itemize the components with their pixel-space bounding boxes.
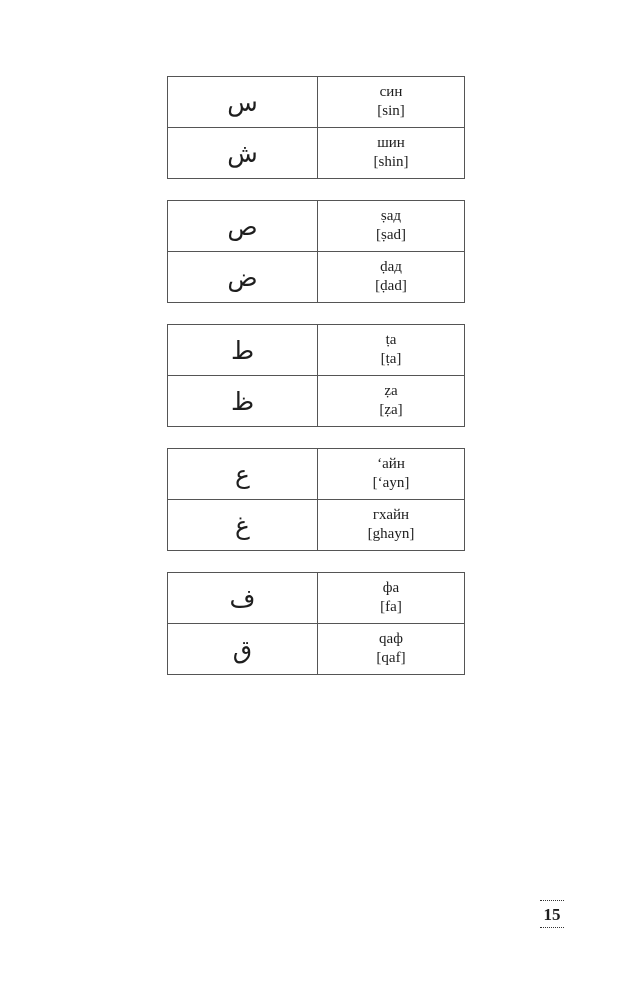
arabic-letter: ق (168, 624, 318, 675)
letter-name-cell (318, 325, 465, 376)
letter-row (168, 77, 465, 128)
arabic-letter: ع (168, 449, 318, 500)
letter-name-cell (318, 128, 465, 179)
letter-name-cell (318, 252, 465, 303)
letter-transliteration: [sin] (377, 103, 405, 119)
letter-table (167, 324, 465, 427)
letter-transliteration: [ʻayn] (372, 475, 410, 491)
letter-transliteration: [fa] (380, 599, 402, 615)
arabic-letter: ط (168, 325, 318, 376)
letter-name: ḍад (380, 259, 402, 275)
letter-row (168, 128, 465, 179)
letter-name: qаф (379, 631, 403, 647)
letter-transliteration: [ṭa] (380, 351, 402, 367)
letter-transliteration: [qaf] (376, 650, 406, 666)
letter-table (167, 200, 465, 303)
letter-row (168, 252, 465, 303)
letter-tables (167, 76, 464, 696)
letter-name-cell (318, 201, 465, 252)
page-number: 15 (540, 900, 564, 928)
arabic-letter: ف (168, 573, 318, 624)
letter-name: фа (382, 580, 400, 596)
letter-name: шин (377, 135, 405, 151)
letter-name-cell (318, 77, 465, 128)
arabic-letter: ض (168, 252, 318, 303)
letter-row (168, 500, 465, 551)
letter-name: ẓа (384, 383, 398, 399)
letter-row (168, 624, 465, 675)
letter-name-cell (318, 449, 465, 500)
arabic-letter: س (168, 77, 318, 128)
letter-table (167, 572, 465, 675)
letter-table (167, 448, 465, 551)
arabic-letter: ظ (168, 376, 318, 427)
letter-table (167, 76, 465, 179)
letter-row (168, 573, 465, 624)
arabic-letter: غ (168, 500, 318, 551)
letter-name: ṭа (385, 332, 397, 348)
letter-transliteration: [ẓa] (379, 402, 403, 418)
arabic-letter: ش (168, 128, 318, 179)
letter-name: ʻайн (377, 456, 405, 472)
letter-name: гхайн (372, 507, 410, 523)
letter-row (168, 325, 465, 376)
letter-name-cell (318, 573, 465, 624)
letter-name: ṣад (380, 208, 402, 224)
letter-row (168, 449, 465, 500)
letter-name-cell (318, 624, 465, 675)
letter-transliteration: [ṣad] (376, 227, 406, 243)
letter-name: син (379, 84, 403, 100)
letter-transliteration: [ḍad] (375, 278, 407, 294)
letter-row (168, 201, 465, 252)
arabic-letter: ص (168, 201, 318, 252)
letter-transliteration: [shin] (373, 154, 409, 170)
letter-name-cell (318, 376, 465, 427)
letter-transliteration: [ghayn] (367, 526, 415, 542)
letter-row (168, 376, 465, 427)
letter-name-cell (318, 500, 465, 551)
